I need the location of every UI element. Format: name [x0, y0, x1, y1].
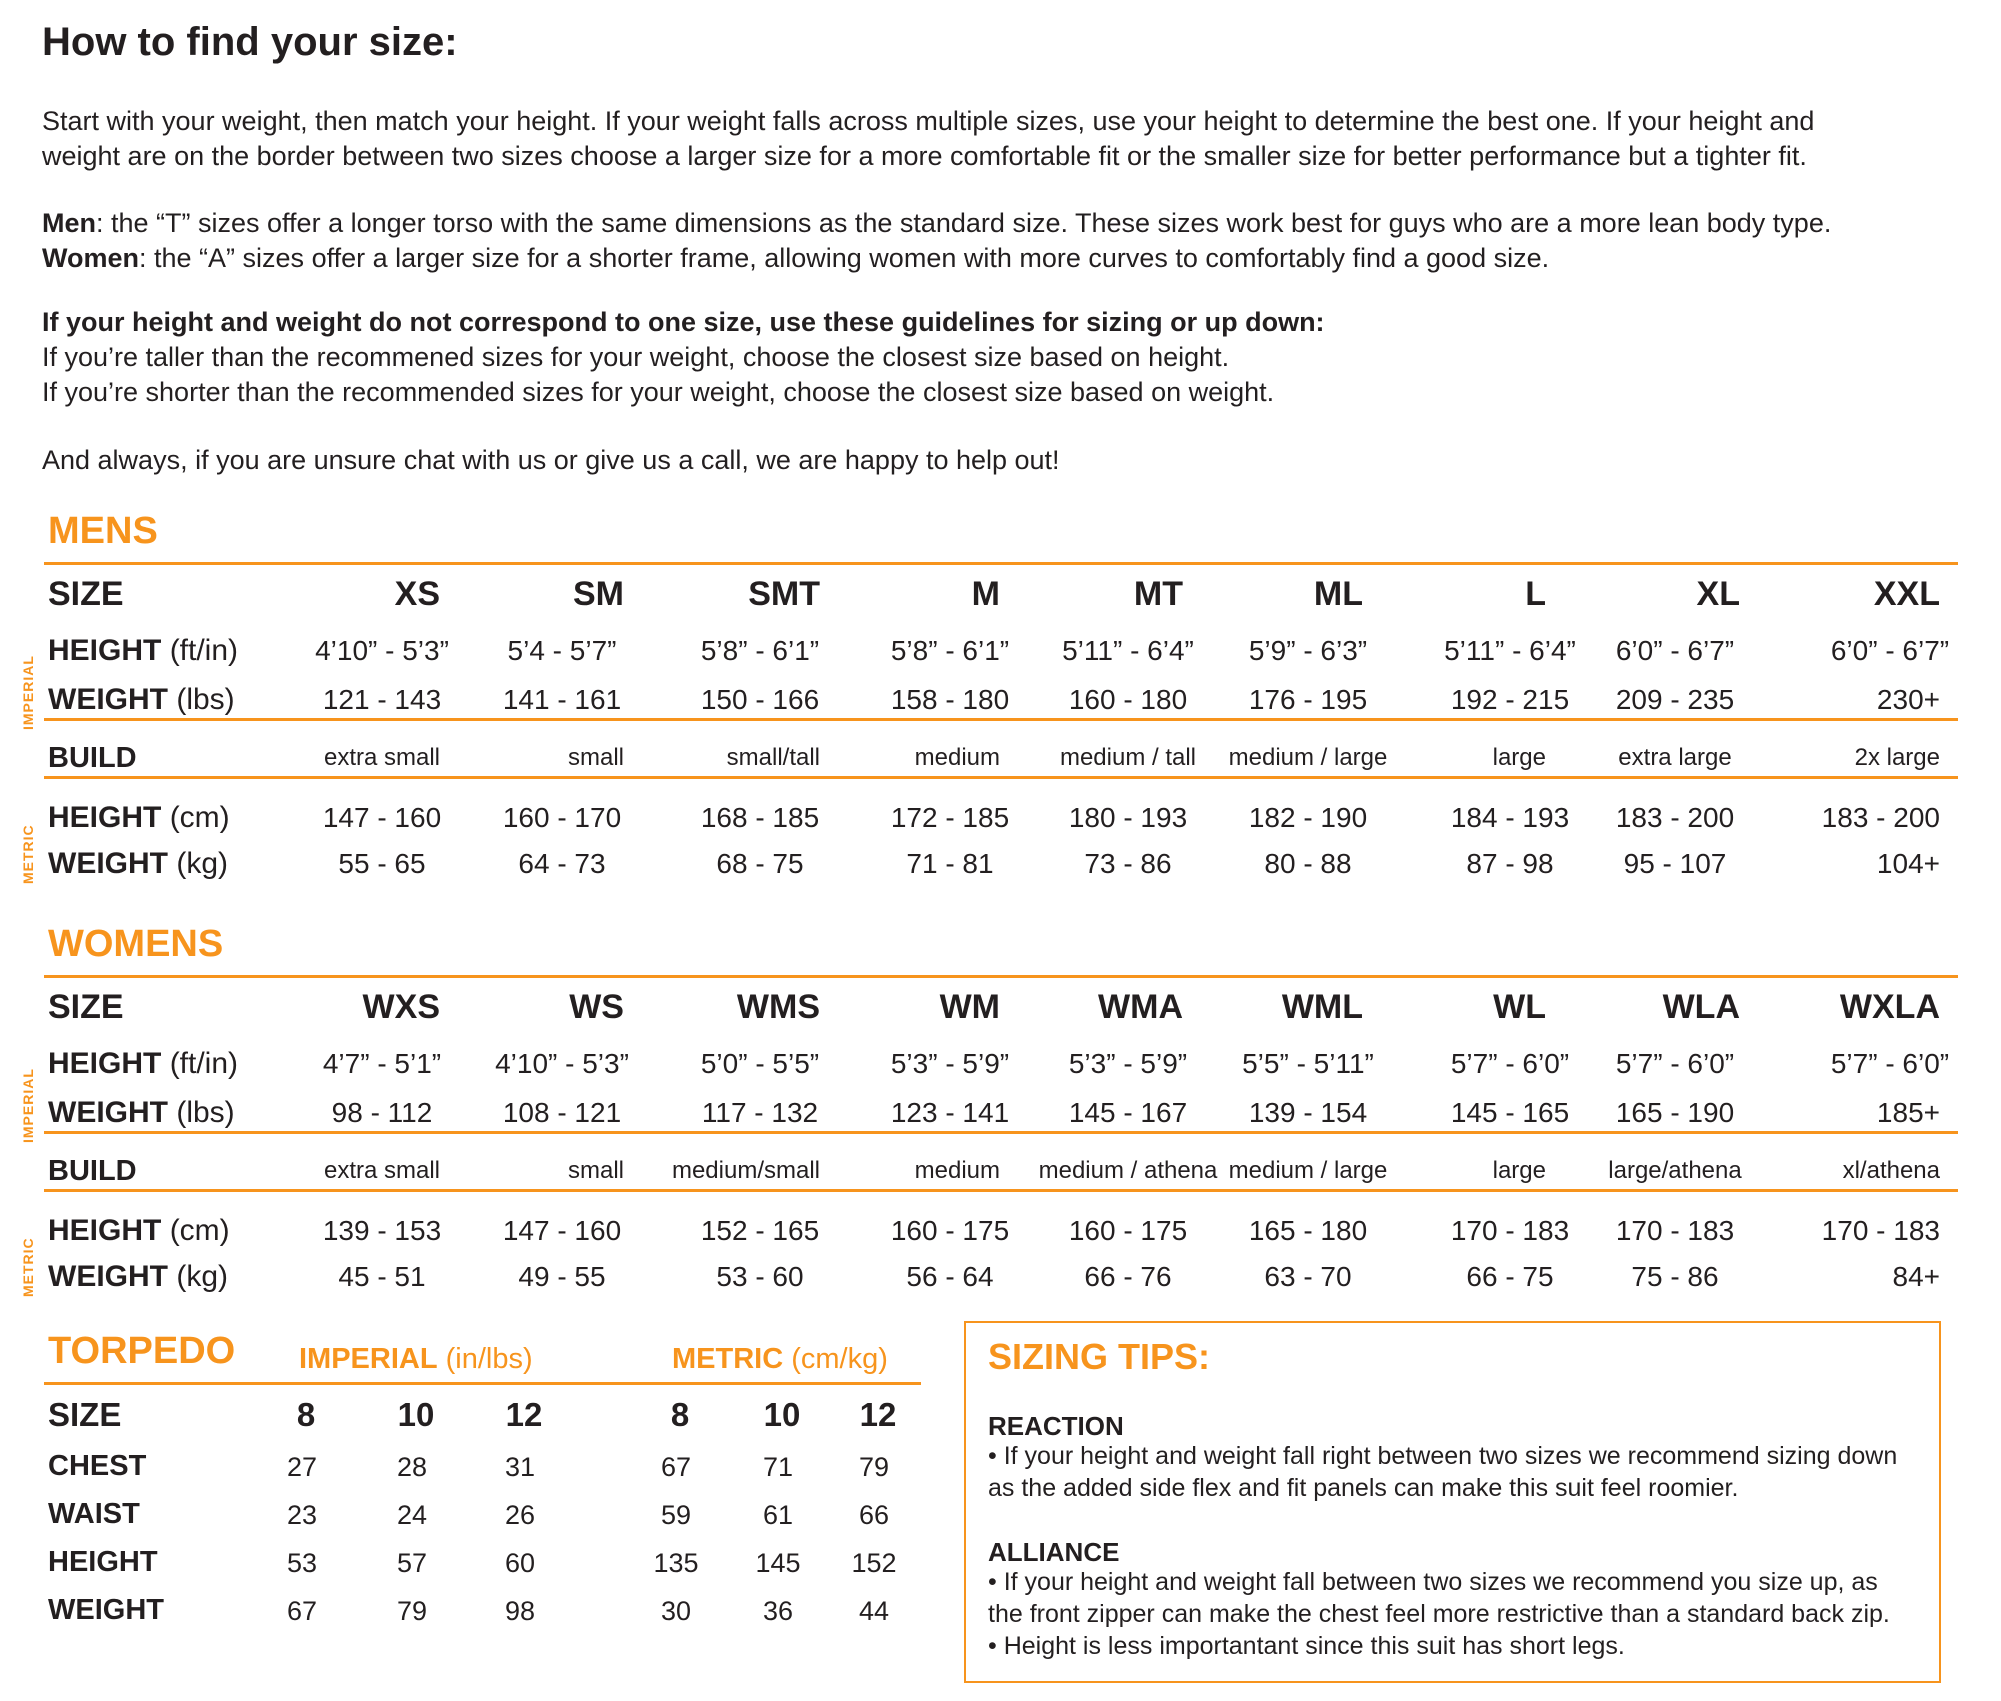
alliance-tip-line-3: • Height is less importantant since this suit has short legs. — [988, 1632, 1625, 1660]
torpedo-cell: 24 — [396, 1500, 428, 1530]
womens-height_cm-cell: 170 - 183 — [1821, 1215, 1940, 1246]
torpedo-cell: 26 — [504, 1500, 536, 1530]
mens-label-name-height_ftin: HEIGHT — [48, 634, 162, 667]
torpedo-rule — [44, 1382, 921, 1385]
womens-label-name-height_ftin: HEIGHT — [48, 1047, 162, 1080]
mens-row-height_cm — [0, 796, 2001, 840]
mens-weight_kg-cell: 104+ — [1876, 848, 1940, 879]
mens-metric-side-label: METRIC — [20, 824, 36, 884]
mens-label-weight_kg — [48, 842, 228, 886]
womens-build-cell: small — [567, 1157, 624, 1184]
womens-label-name-height_cm: HEIGHT — [48, 1214, 162, 1247]
womens-weight_lbs-cell: 117 - 132 — [701, 1097, 819, 1128]
womens-weight_lbs-cell: 165 - 190 — [1615, 1097, 1735, 1128]
intro-line-1: Start with your weight, then match your height. If your weight falls across multiple sizes, use your height to determine the best one. If your height and — [42, 106, 1815, 136]
mens-weight_lbs-cell: 150 - 166 — [700, 684, 820, 715]
womens-imperial-side-label: IMPERIAL — [20, 1068, 36, 1143]
mens-height_ftin-cell: 5’8” - 6’1” — [890, 635, 1010, 666]
mens-height_cm-cell: 183 - 200 — [1615, 802, 1735, 833]
mens-height_cm-cell: 180 - 193 — [1068, 802, 1188, 833]
womens-weight_kg-cell: 66 - 75 — [1466, 1261, 1554, 1292]
torpedo-row-label: CHEST — [48, 1450, 147, 1482]
women-label: Women — [42, 243, 140, 273]
mens-height_ftin-cell: 5’4 - 5’7” — [507, 635, 617, 666]
men-text: : the “T” sizes offer a longer torso with the same dimensions as the standard size. These sizes work best for guys who are a more lean body type. — [96, 208, 1832, 238]
mens-label-name-weight_lbs: WEIGHT — [48, 683, 168, 716]
womens-height_cm-cell: 152 - 165 — [700, 1215, 820, 1246]
torpedo-cell: 31 — [504, 1452, 536, 1482]
alliance-tips — [988, 1566, 1890, 1662]
womens-height_ftin-cell: 4’10” - 5’3” — [495, 1048, 629, 1079]
womens-height_cm-cell: 147 - 160 — [502, 1215, 622, 1246]
mens-row-build — [0, 736, 2001, 780]
mens-label-name-build: BUILD — [48, 742, 137, 774]
metric-unit-label: (cm/kg) — [791, 1343, 888, 1375]
womens-label-height_ftin — [48, 1042, 238, 1086]
mens-weight_lbs-cell: 160 - 180 — [1068, 684, 1188, 715]
womens-height_ftin-cell: 5’3” - 5’9” — [890, 1048, 1010, 1079]
torpedo-title: TORPEDO — [48, 1330, 236, 1372]
page-title: How to find your size: — [42, 20, 458, 64]
mens-divider-rule — [44, 776, 1958, 779]
womens-build-cell: large — [1492, 1157, 1546, 1184]
womens-sizes-cell: WMA — [1098, 988, 1183, 1026]
womens-build-cell: medium — [914, 1157, 1000, 1184]
mens-build-cell: large — [1492, 744, 1546, 771]
guidelines — [42, 305, 1972, 410]
imperial-head-label: IMPERIAL — [299, 1343, 438, 1375]
womens-build-cell: medium / large — [1228, 1157, 1388, 1184]
womens-weight_lbs-cell: 185+ — [1876, 1097, 1940, 1128]
men-label: Men — [42, 208, 96, 238]
mens-height_ftin-cell: 6’0” - 6’7” — [1830, 635, 1950, 666]
mens-weight_kg-cell: 68 - 75 — [716, 848, 804, 879]
womens-label-build — [48, 1149, 137, 1193]
mens-height_cm-cell: 172 - 185 — [890, 802, 1010, 833]
alliance-heading: ALLIANCE — [988, 1537, 1120, 1567]
mens-weight_kg-cell: 87 - 98 — [1466, 848, 1554, 879]
intro-paragraph — [42, 104, 1972, 174]
torpedo-cell: 57 — [396, 1548, 428, 1578]
torpedo-cell: 67 — [660, 1452, 692, 1482]
womens-label-weight_lbs — [48, 1091, 235, 1135]
womens-height_ftin-cell: 5’7” - 6’0” — [1615, 1048, 1735, 1079]
womens-height_ftin-cell: 4’7” - 5’1” — [322, 1048, 442, 1079]
womens-weight_kg-cell: 66 - 76 — [1084, 1261, 1172, 1292]
womens-row-weight_kg — [0, 1255, 2001, 1299]
torpedo-cell: 145 — [755, 1548, 801, 1578]
torpedo-size-header: 8 — [296, 1396, 316, 1433]
mens-build-cell: 2x large — [1854, 744, 1940, 771]
mens-label-unit-weight_lbs: (lbs) — [176, 683, 235, 716]
torpedo-cell: 67 — [286, 1596, 318, 1626]
torpedo-cell: 66 — [858, 1500, 890, 1530]
mens-height_ftin-cell: 5’9” - 6’3” — [1248, 635, 1368, 666]
mens-label-height_cm — [48, 796, 230, 840]
womens-height_cm-cell: 160 - 175 — [890, 1215, 1010, 1246]
womens-sizes-cell: WM — [939, 988, 1000, 1026]
mens-sizes-cell: XS — [394, 575, 440, 613]
mens-sizes-cell: SM — [573, 575, 624, 613]
womens-weight_kg-cell: 56 - 64 — [906, 1261, 994, 1292]
womens-build-cell: extra small — [323, 1157, 440, 1184]
torpedo-size-header: 12 — [505, 1396, 543, 1433]
womens-top-rule — [44, 975, 1958, 978]
mens-label-name-sizes: SIZE — [48, 575, 124, 613]
mens-sizes-cell: XL — [1696, 575, 1740, 613]
womens-weight_kg-cell: 75 - 86 — [1631, 1261, 1719, 1292]
reaction-tip-line-2: as the added side flex and fit panels can make this suit feel roomier. — [988, 1474, 1739, 1502]
womens-height_cm-cell: 165 - 180 — [1248, 1215, 1368, 1246]
torpedo-cell: 53 — [286, 1548, 318, 1578]
mens-divider-rule — [44, 718, 1958, 721]
mens-sizes-cell: ML — [1313, 575, 1363, 613]
mens-build-cell: medium / large — [1228, 744, 1388, 771]
womens-weight_lbs-cell: 145 - 167 — [1068, 1097, 1188, 1128]
mens-build-cell: small — [567, 744, 624, 771]
womens-weight_kg-cell: 84+ — [1892, 1261, 1940, 1292]
torpedo-cell: 59 — [660, 1500, 692, 1530]
mens-height_ftin-cell: 6’0” - 6’7” — [1615, 635, 1735, 666]
mens-row-height_ftin — [0, 629, 2001, 673]
mens-height_ftin-cell: 5’11” - 6’4” — [1062, 635, 1194, 666]
mens-label-sizes — [48, 572, 124, 616]
womens-divider-rule — [44, 1189, 1958, 1192]
womens-build-cell: large/athena — [1608, 1157, 1742, 1184]
torpedo-metric-header — [672, 1343, 888, 1376]
womens-label-name-weight_kg: WEIGHT — [48, 1260, 168, 1293]
mens-weight_kg-cell: 55 - 65 — [338, 848, 426, 879]
torpedo-size-header: 12 — [859, 1396, 897, 1433]
mens-sizes-cell: L — [1525, 575, 1546, 613]
mens-weight_lbs-cell: 230+ — [1876, 684, 1940, 715]
mens-height_cm-cell: 160 - 170 — [502, 802, 622, 833]
womens-height_ftin-cell: 5’5” - 5’11” — [1242, 1048, 1374, 1079]
womens-label-unit-weight_lbs: (lbs) — [176, 1096, 235, 1129]
mens-build-cell: extra large — [1618, 744, 1732, 771]
fit-notes — [42, 206, 1972, 276]
torpedo-size-header: 10 — [397, 1396, 435, 1433]
womens-label-name-weight_lbs: WEIGHT — [48, 1096, 168, 1129]
womens-weight_lbs-cell: 123 - 141 — [890, 1097, 1010, 1128]
womens-height_cm-cell: 170 - 183 — [1450, 1215, 1570, 1246]
womens-label-unit-height_cm: (cm) — [169, 1214, 230, 1247]
mens-sizes-cell: MT — [1133, 575, 1183, 613]
mens-weight_lbs-cell: 209 - 235 — [1615, 684, 1735, 715]
womens-sizes-cell: WMS — [736, 988, 820, 1026]
mens-height_ftin-cell: 5’8” - 6’1” — [700, 635, 820, 666]
womens-title: WOMENS — [48, 923, 224, 965]
mens-weight_lbs-cell: 121 - 143 — [322, 684, 442, 715]
mens-row-sizes — [0, 572, 2001, 616]
womens-height_cm-cell: 139 - 153 — [322, 1215, 442, 1246]
mens-row-weight_kg — [0, 842, 2001, 886]
mens-weight_lbs-cell: 192 - 215 — [1450, 684, 1570, 715]
mens-label-name-height_cm: HEIGHT — [48, 801, 162, 834]
womens-label-unit-weight_kg: (kg) — [176, 1260, 229, 1293]
womens-height_cm-cell: 160 - 175 — [1068, 1215, 1188, 1246]
men-note — [42, 206, 1972, 241]
womens-height_ftin-cell: 5’7” - 6’0” — [1450, 1048, 1570, 1079]
womens-divider-rule — [44, 1131, 1958, 1134]
mens-imperial-side-label: IMPERIAL — [20, 655, 36, 730]
mens-build-cell: extra small — [323, 744, 440, 771]
mens-weight_kg-cell: 95 - 107 — [1623, 848, 1727, 879]
torpedo-cell: 60 — [504, 1548, 536, 1578]
womens-build-cell: xl/athena — [1842, 1157, 1940, 1184]
torpedo-cell: 79 — [858, 1452, 890, 1482]
womens-label-name-sizes: SIZE — [48, 988, 124, 1026]
alliance-tip-line-1: • If your height and weight fall between two sizes we recommend you size up, as — [988, 1568, 1878, 1596]
womens-height_ftin-cell: 5’3” - 5’9” — [1068, 1048, 1188, 1079]
torpedo-cell: 28 — [396, 1452, 428, 1482]
mens-sizes-cell: SMT — [748, 575, 820, 613]
womens-label-weight_kg — [48, 1255, 228, 1299]
mens-height_cm-cell: 168 - 185 — [700, 802, 820, 833]
torpedo-row-label: HEIGHT — [48, 1546, 158, 1578]
womens-row-height_ftin — [0, 1042, 2001, 1086]
womens-weight_lbs-cell: 145 - 165 — [1450, 1097, 1570, 1128]
womens-weight_kg-cell: 49 - 55 — [518, 1261, 606, 1292]
torpedo-imperial-header — [299, 1343, 533, 1376]
mens-weight_kg-cell: 73 - 86 — [1084, 848, 1172, 879]
mens-build-cell: medium / tall — [1059, 744, 1197, 771]
womens-row-height_cm — [0, 1209, 2001, 1253]
mens-row-weight_lbs — [0, 678, 2001, 722]
torpedo-cell: 79 — [396, 1596, 428, 1626]
guideline-heading: If your height and weight do not correspond to one size, use these guidelines for sizing or up down: — [42, 307, 1325, 337]
womens-build-cell: medium / athena — [1038, 1157, 1218, 1184]
womens-label-unit-height_ftin: (ft/in) — [169, 1047, 239, 1080]
womens-sizes-cell: WXLA — [1839, 988, 1940, 1026]
womens-weight_lbs-cell: 108 - 121 — [502, 1097, 622, 1128]
guideline-taller: If you’re taller than the recommened sizes for your weight, choose the closest size based on height. — [42, 342, 1230, 372]
womens-sizes-cell: WLA — [1662, 988, 1740, 1026]
mens-height_cm-cell: 183 - 200 — [1821, 802, 1940, 833]
torpedo-cell: 71 — [762, 1452, 794, 1482]
mens-height_cm-cell: 182 - 190 — [1248, 802, 1368, 833]
womens-sizes-cell: WL — [1493, 988, 1546, 1026]
torpedo-row-label: WAIST — [48, 1498, 140, 1530]
mens-label-unit-height_ftin: (ft/in) — [169, 634, 239, 667]
guideline-shorter: If you’re shorter than the recommended sizes for your weight, choose the closest size based on weight. — [42, 377, 1275, 407]
torpedo-cell: 27 — [286, 1452, 318, 1482]
womens-height_ftin-cell: 5’7” - 6’0” — [1830, 1048, 1950, 1079]
mens-height_cm-cell: 184 - 193 — [1450, 802, 1570, 833]
reaction-heading: REACTION — [988, 1411, 1124, 1441]
torpedo-size-label: SIZE — [48, 1396, 122, 1433]
womens-row-sizes — [0, 985, 2001, 1029]
mens-label-name-weight_kg: WEIGHT — [48, 847, 168, 880]
mens-weight_lbs-cell: 158 - 180 — [890, 684, 1010, 715]
mens-weight_lbs-cell: 141 - 161 — [502, 684, 622, 715]
womens-label-sizes — [48, 985, 124, 1029]
torpedo-cell: 44 — [858, 1596, 890, 1626]
womens-weight_kg-cell: 45 - 51 — [338, 1261, 426, 1292]
intro-line-2: weight are on the border between two sizes choose a larger size for a more comfortable fit or the smaller size for better performance but a tighter fit. — [42, 141, 1807, 171]
womens-row-build — [0, 1149, 2001, 1193]
mens-weight_lbs-cell: 176 - 195 — [1248, 684, 1368, 715]
metric-head-label: METRIC — [672, 1343, 784, 1375]
torpedo-cell: 135 — [653, 1548, 699, 1578]
mens-label-build — [48, 736, 137, 780]
women-text: : the “A” sizes offer a larger size for a shorter frame, allowing women with more curves to comfortably find a good size. — [139, 243, 1550, 273]
mens-height_ftin-cell: 5’11” - 6’4” — [1444, 635, 1576, 666]
womens-sizes-cell: WXS — [362, 988, 440, 1026]
mens-label-weight_lbs — [48, 678, 235, 722]
mens-weight_kg-cell: 71 - 81 — [906, 848, 994, 879]
women-note — [42, 241, 1972, 276]
alliance-tip-line-2: the front zipper can make the chest feel more restrictive than a standard back zip. — [988, 1600, 1890, 1628]
mens-height_cm-cell: 147 - 160 — [322, 802, 442, 833]
torpedo-row-label: WEIGHT — [48, 1594, 164, 1626]
womens-sizes-cell: WS — [569, 988, 624, 1026]
mens-sizes-cell: XXL — [1873, 575, 1940, 613]
womens-weight_kg-cell: 53 - 60 — [716, 1261, 804, 1292]
mens-label-unit-height_cm: (cm) — [169, 801, 230, 834]
torpedo-cell: 61 — [762, 1500, 794, 1530]
mens-label-height_ftin — [48, 629, 238, 673]
torpedo-cell: 36 — [762, 1596, 794, 1626]
torpedo-size-header: 8 — [670, 1396, 690, 1433]
womens-height_cm-cell: 170 - 183 — [1615, 1215, 1735, 1246]
mens-top-rule — [44, 562, 1958, 565]
torpedo-cell: 23 — [286, 1500, 318, 1530]
womens-metric-side-label: METRIC — [20, 1237, 36, 1297]
womens-row-weight_lbs — [0, 1091, 2001, 1135]
mens-build-cell: small/tall — [726, 744, 820, 771]
torpedo-cell: 30 — [660, 1596, 692, 1626]
reaction-tips — [988, 1440, 1897, 1504]
torpedo-size-header: 10 — [763, 1396, 801, 1433]
mens-label-unit-weight_kg: (kg) — [176, 847, 229, 880]
mens-weight_kg-cell: 80 - 88 — [1264, 848, 1352, 879]
womens-weight_lbs-cell: 139 - 154 — [1248, 1097, 1368, 1128]
womens-sizes-cell: WML — [1281, 988, 1363, 1026]
torpedo-cell: 152 — [851, 1548, 897, 1578]
reaction-tip-line-1: • If your height and weight fall right between two sizes we recommend sizing down — [988, 1442, 1898, 1470]
womens-height_ftin-cell: 5’0” - 5’5” — [700, 1048, 820, 1079]
womens-label-height_cm — [48, 1209, 230, 1253]
closing-note: And always, if you are unsure chat with us or give us a call, we are happy to help out! — [42, 445, 1060, 475]
sizing-tips-title: SIZING TIPS: — [988, 1336, 1211, 1377]
mens-weight_kg-cell: 64 - 73 — [518, 848, 606, 879]
torpedo-cell: 98 — [504, 1596, 536, 1626]
imperial-unit-label: (in/lbs) — [445, 1343, 533, 1375]
womens-label-name-build: BUILD — [48, 1155, 137, 1187]
mens-build-cell: medium — [914, 744, 1000, 771]
womens-weight_kg-cell: 63 - 70 — [1264, 1261, 1352, 1292]
mens-title: MENS — [48, 510, 158, 552]
mens-sizes-cell: M — [971, 575, 1000, 613]
womens-weight_lbs-cell: 98 - 112 — [331, 1097, 433, 1128]
mens-height_ftin-cell: 4’10” - 5’3” — [315, 635, 449, 666]
womens-build-cell: medium/small — [671, 1157, 820, 1184]
